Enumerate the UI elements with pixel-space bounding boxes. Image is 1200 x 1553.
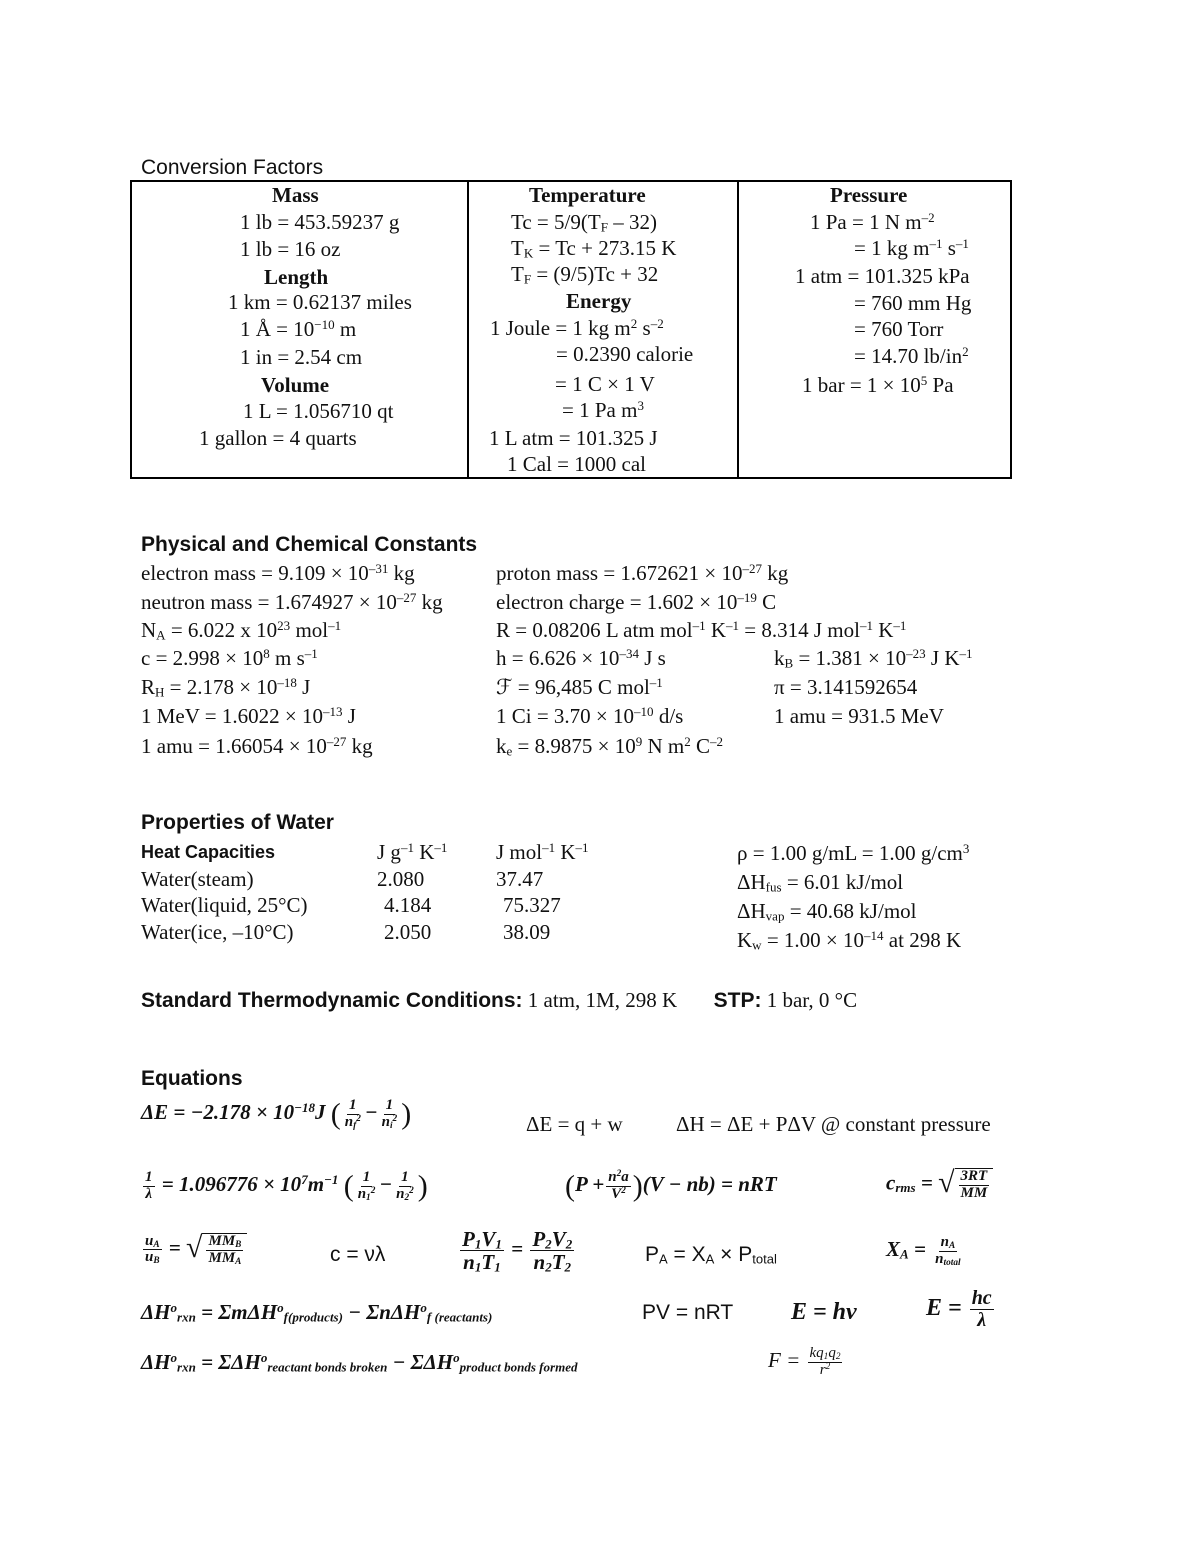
energy-line-1: 1 Joule = 1 kg $m^2$ $s^{-2}$ [490, 315, 664, 340]
eq-enthalpy: ΔH = ΔE + PΔV @ constant pressure [676, 1112, 991, 1136]
const-amu-kg: 1 amu = $1.66054 \times 10^{-27}$ kg [141, 733, 373, 758]
const-proton-mass: proton mass = $1.672621 \times 10^{-27}$ kg [496, 560, 789, 585]
length-line-1: 1 km = 0.62137 miles [228, 290, 412, 314]
pressure-line-4: = 760 mm Hg [854, 291, 972, 315]
pressure-line-3: 1 atm = 101.325 kPa [795, 264, 970, 288]
eq-partial-pressure: $P_A = X_A \times P_{total}$ [645, 1243, 777, 1267]
pressure-line-6: = 14.70 $lb/in^2$ [854, 343, 969, 368]
temperature-line-3: $T_F = (9/5)Tc + 32$ [511, 262, 659, 287]
eq-wave: c = νλ [330, 1243, 386, 1266]
water-hfus: $\Delta H_{fus} = 6.01$ kJ/mol [737, 870, 904, 895]
const-amu-mev: 1 amu = 931.5 MeV [774, 704, 944, 728]
temperature-line-2: $T_K = Tc + 273.15$ K [511, 236, 677, 261]
water-row-v2: 38.09 [503, 920, 551, 944]
mass-title: Mass [272, 183, 319, 207]
eq-rms-speed: $c_{rms}$ = √ $\frac{3RT}{MM}$ [886, 1168, 993, 1202]
water-density: ρ = 1.00 g/mL = 1.00 $g/cm^3$ [737, 840, 970, 865]
eq-rydberg-energy: $\Delta E = -2.178 \times 10^{-18}J$ ( $\frac{1}{n_f^2}$ − $\frac{1}{n_i^2}$ ) [141, 1097, 412, 1131]
eq-first-law: ΔE = q + w [526, 1112, 623, 1136]
energy-line-4: = 1 Pa $m^3$ [562, 397, 644, 422]
volume-line-1: 1 L = 1.056710 qt [243, 399, 394, 423]
water-row-name: Water(ice, –10°C) [141, 920, 294, 944]
water-row-v1: 2.050 [384, 920, 432, 944]
temperature-line-1: $Tc = 5/9(T_F - 32)$ [511, 210, 657, 235]
constants-heading: Physical and Chemical Constants [141, 533, 478, 556]
energy-title: Energy [566, 289, 632, 313]
const-pi: π = 3.141592654 [774, 675, 918, 699]
temperature-title: Temperature [529, 183, 646, 207]
water-row-v2: 37.47 [496, 867, 544, 891]
eq-coulomb-force: F = $\frac{kq_1q_2}{r^2}$ [768, 1345, 841, 1378]
eq-combined-gas: $\frac{P_1V_1}{n_1T_1}$ = $\frac{P_2V_2}{n_2T_2}$ [462, 1227, 573, 1275]
heat-cap-col2-header: J mol$^{-1}$ $K^{-1}$ [496, 839, 589, 864]
water-row-v2: 75.327 [503, 893, 561, 917]
heat-cap-col1-header: J $g^{-1}$ $K^{-1}$ [377, 839, 448, 864]
const-mev: 1 MeV = $1.6022 \times 10^{-13}$ J [141, 703, 356, 728]
const-curie: 1 $Ci = 3.70 \times 10^{-10}$ d/s [496, 703, 684, 728]
eq-enthalpy-formation: $\Delta H^o_{rxn} = \Sigma m\Delta H^o_{f(products)} - \Sigma n\Delta H^o_{f (reactants)}$ [141, 1299, 493, 1325]
energy-line-3: = 1 C × 1 V [555, 372, 655, 396]
eq-mole-fraction: $X_A$ = $\frac{n_A}{n_{total}}$ [886, 1234, 961, 1268]
pressure-title: Pressure [830, 183, 908, 207]
water-row-v1: 2.080 [377, 867, 425, 891]
const-gas-constant: R = 0.08206 L atm mol$^{-1}$ $K^{-1} = 8.314$ J mol$^{-1}$ $K^{-1}$ [496, 617, 907, 642]
pressure-line-7: 1 bar = $1 \times 10^5$ Pa [802, 372, 954, 397]
const-avogadro: $N_A = 6.022$ x $10^{23}$ mol$^{-1}$ [141, 617, 342, 643]
energy-line-6: 1 Cal = 1000 cal [507, 452, 646, 476]
eq-planck: E = hν [791, 1299, 857, 1325]
eq-graham: $\frac{u_A}{u_B}$ = √ $\frac{MM_B}{MM_A}$ [141, 1233, 247, 1267]
length-line-2: 1 Å = $10^{-10}$ m [240, 316, 357, 341]
mass-line-2: 1 lb = 16 oz [240, 237, 341, 261]
const-coulomb: $k_e = 8.9875 \times 10^9$ N $m^2$ $C^{-2}$ [496, 733, 724, 759]
eq-ideal-gas: PV = nRT [642, 1301, 734, 1324]
water-heading: Properties of Water [141, 811, 334, 834]
pressure-line-5: = 760 Torr [854, 317, 944, 341]
mass-line-1: 1 lb = 453.59237 g [240, 210, 400, 234]
eq-bond-enthalpy: $\Delta H^o_{rxn} = \Sigma\Delta H^o_{reactant bonds broken} - \Sigma\Delta H^o_{product bonds formed}$ [141, 1349, 578, 1375]
volume-line-2: 1 gallon = 4 quarts [199, 426, 357, 450]
length-line-3: 1 in = 2.54 cm [240, 345, 363, 369]
const-neutron-mass: neutron mass = $1.674927 \times 10^{-27}$ kg [141, 589, 443, 614]
const-electron-charge: electron charge = $1.602 \times 10^{-19}$ C [496, 589, 777, 614]
const-electron-mass: electron mass = $9.109 \times 10^{-31}$ kg [141, 560, 415, 585]
volume-title: Volume [261, 373, 330, 397]
heat-capacities-label: Heat Capacities [141, 842, 276, 862]
water-row-v1: 4.184 [384, 893, 432, 917]
eq-inverse-wavelength: $\frac{1}{\lambda}$ = $1.096776 \times 10^7m^{-1}$ ( $\frac{1}{n_1^2}$ − $\frac{1}{n_2^2}$ ) [145, 1169, 428, 1203]
const-planck: $h = 6.626 \times 10^{-34}$ J s [496, 645, 666, 670]
const-rydberg: $R_H = 2.178 \times 10^{-18}$ J [141, 674, 311, 700]
water-hvap: $\Delta H_{vap} = 40.68$ kJ/mol [737, 899, 917, 924]
energy-line-2: = 0.2390 calorie [556, 342, 694, 366]
energy-line-5: 1 L atm = 101.325 J [489, 426, 658, 450]
eq-van-der-waals: (P + $\frac{n^2a}{V^2}$ )(V − nb) = nRT [565, 1168, 777, 1203]
length-title: Length [264, 265, 329, 289]
const-boltzmann: $k_B = 1.381 \times 10^{-23}$ J $K^{-1}$ [774, 645, 973, 671]
water-kw: $K_w = 1.00 \times 10^{-14}$ at 298 K [737, 927, 962, 953]
conversion-heading: Conversion Factors [141, 156, 324, 179]
water-row-name: Water(liquid, 25°C) [141, 893, 308, 917]
equations-heading: Equations [141, 1067, 243, 1090]
eq-photon-energy: E = $\frac{hc}{\lambda}$ [926, 1287, 992, 1331]
pressure-line-2: = 1 kg $m^{-1}$ $s^{-1}$ [854, 235, 969, 260]
water-row-name: Water(steam) [141, 867, 254, 891]
standard-conditions: Standard Thermodynamic Conditions: 1 atm, 1M, 298 K STP: 1 bar, 0 °C [141, 988, 858, 1012]
pressure-line-1: 1 Pa = 1 N $m^{-2}$ [810, 209, 935, 234]
const-speed-of-light: $c = 2.998 \times 10^8$ m $s^{-1}$ [141, 645, 318, 670]
const-faraday: ℱ = 96,485 C mol$^{-1}$ [496, 674, 663, 699]
